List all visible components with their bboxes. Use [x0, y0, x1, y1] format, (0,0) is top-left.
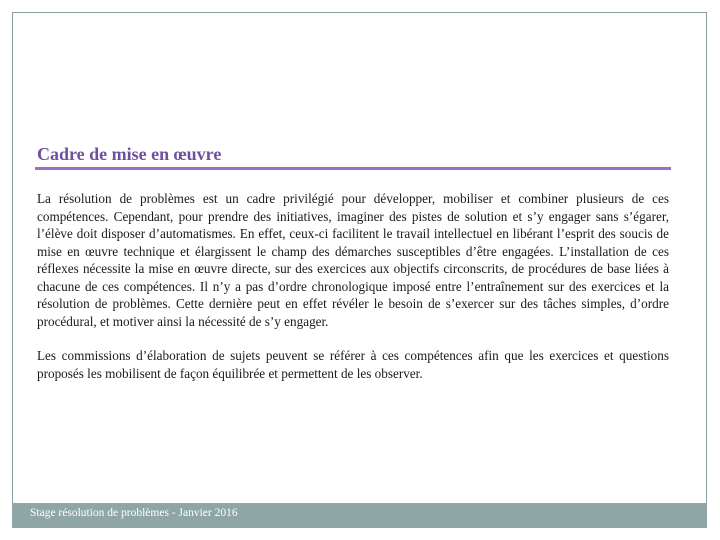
slide-title: Cadre de mise en œuvre [37, 144, 222, 164]
body-paragraph-1: La résolution de problèmes est un cadre privilégié pour développer, mobiliser et combiner plusieurs de ces compétences. Cependant, pour prendre des initiatives, imaginer des pistes de solution et s’y engager sans s’égarer, l’élève doit disposer d’automatismes. En effet, ceux-ci facilitent le travail intellectuel en libérant l’esprit des soucis de mise en œuvre technique et élargissent le champ des démarches susceptibles d’être engagées. L’installation de ces réflexes nécessite la mise en œuvre directe, sur des exercices aux objectifs circonscrits, de procédures de base liées à chacune de ces compétences. Il n’y a pas d’ordre chronologique imposé entre l’entraînement sur des exercices et la résolution de problèmes. Cette dernière peut en effet révéler le besoin de s’exercer sur des tâches simples, d’ordre procédural, et motiver ainsi la nécessité de s’y engager. [37, 191, 669, 329]
slide-body [37, 190, 669, 399]
footer-text: Stage résolution de problèmes - Janvier 2016 [30, 507, 238, 519]
title-underline [35, 167, 671, 170]
body-paragraph-2: Les commissions d’élaboration de sujets peuvent se référer à ces compétences afin que les exercices et questions proposés les mobilisent de façon équilibrée et permettent de les observer. [37, 348, 669, 381]
